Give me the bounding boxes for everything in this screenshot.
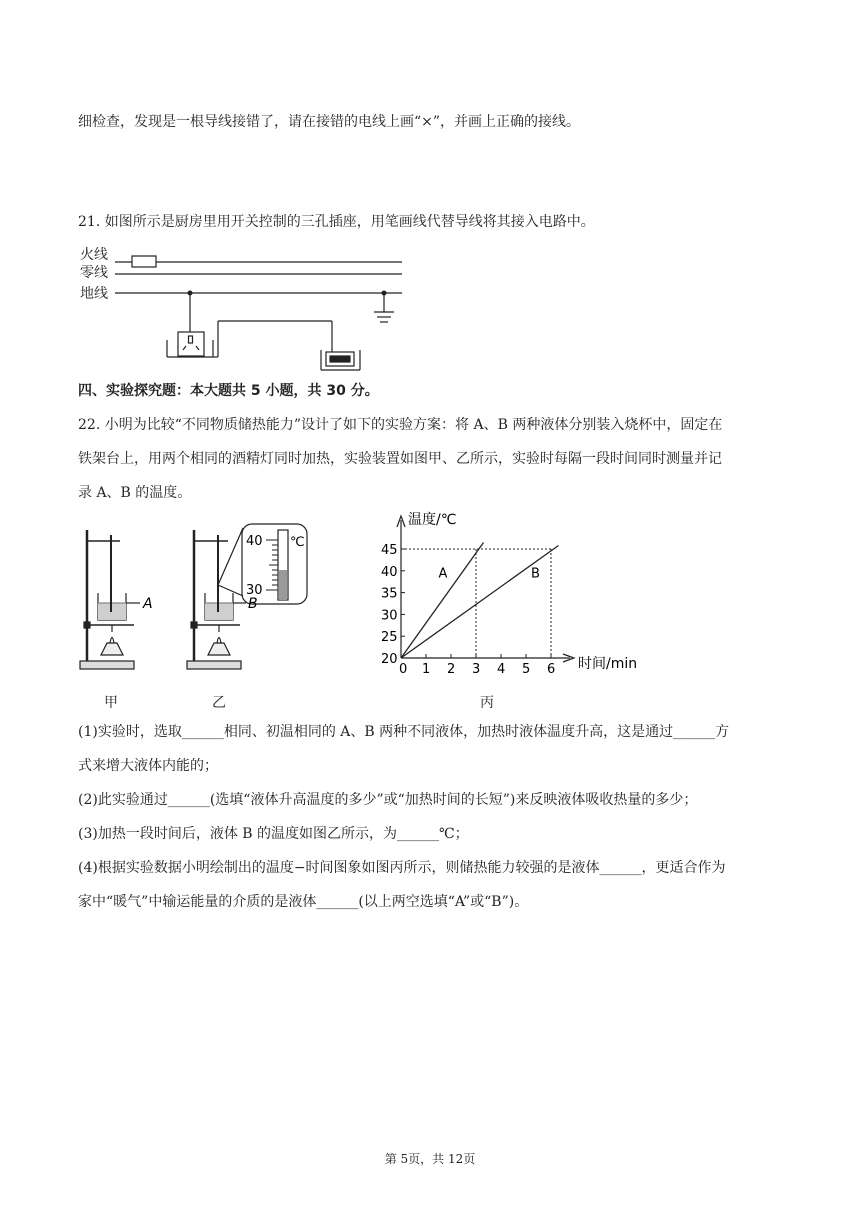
y-tick-label: 25 xyxy=(381,630,398,646)
x-tick-label: 3 xyxy=(472,662,481,677)
series-line-B xyxy=(401,546,559,658)
liquid-b-label: B xyxy=(248,596,258,612)
y-tick-label: 20 xyxy=(381,652,398,667)
sub-question-4-line-2: 家中“暖气”中输运能量的介质的是液体______(以上两空选填“A”或“B”)。 xyxy=(78,894,529,910)
series-label-A: A xyxy=(438,566,448,582)
neutral-wire-label: 零线 xyxy=(80,265,108,281)
chart-y-label: 温度/℃ xyxy=(408,512,457,528)
section-4-heading: 四、实验探究题：本大题共 5 小题，共 30 分。 xyxy=(78,383,379,399)
x-tick-label: 5 xyxy=(522,662,531,677)
sub-question-4-line-1: (4)根据实验数据小明绘制出的温度−时间图象如图丙所示，则储热能力较强的是液体______，更适合作为 xyxy=(78,860,726,876)
sub-question-1-line-1: (1)实验时，选取______相同、初温相同的 A、B 两种不同液体，加热时液体温度升高，这是通过______方 xyxy=(78,724,730,740)
sub-question-1-line-2: 式来增大液体内能的； xyxy=(78,758,218,774)
question-22-line-1: 22. 小明为比较“不同物质储热能力”设计了如下的实验方案：将 A、B 两种液体分别装入烧杯中，固定在 xyxy=(78,417,723,433)
thermo-tick-30: 30 xyxy=(246,583,263,598)
x-tick-label: 1 xyxy=(422,662,431,677)
x-tick-label: 0 xyxy=(399,662,408,677)
question-21: 21. 如图所示是厨房里用开关控制的三孔插座，用笔画线代替导线将其接入电路中。 xyxy=(78,214,595,230)
thermo-unit: ℃ xyxy=(290,535,305,550)
x-tick-label: 4 xyxy=(497,662,506,677)
x-tick-label: 6 xyxy=(547,662,556,677)
y-tick-label: 40 xyxy=(381,564,398,580)
series-line-A xyxy=(401,542,484,658)
question-22-line-2: 铁架台上，用两个相同的酒精灯同时加热，实验装置如图甲、乙所示，实验时每隔一段时间同时测量并记 xyxy=(78,451,722,467)
y-tick-label: 30 xyxy=(381,608,398,624)
figure-label-jia: 甲 xyxy=(104,695,118,711)
series-label-B: B xyxy=(531,566,540,582)
sub-question-3: (3)加热一段时间后，液体 B 的温度如图乙所示，为______℃； xyxy=(78,826,469,842)
y-tick-label: 35 xyxy=(381,586,398,602)
chart-x-label: 时间/min xyxy=(578,656,638,672)
question-22-line-3: 录 A、B 的温度。 xyxy=(78,485,192,501)
earth-wire-label: 地线 xyxy=(80,286,108,302)
x-tick-label: 2 xyxy=(447,662,456,677)
y-tick-label: 45 xyxy=(381,543,398,558)
text-line-1: 细检查，发现是一根导线接错了，请在接错的电线上画“×”，并画上正确的接线。 xyxy=(78,114,581,130)
live-wire-label: 火线 xyxy=(80,247,108,263)
sub-question-2: (2)此实验通过______(选填“液体升高温度的多少”或“加热时间的长短”)来反映液体吸收热量的多少； xyxy=(78,792,698,808)
thermo-tick-40: 40 xyxy=(246,534,263,549)
figure-label-bing: 丙 xyxy=(480,695,494,711)
liquid-a-label: A xyxy=(143,596,153,612)
page-footer: 第 5页，共 12页 xyxy=(384,1152,476,1166)
figure-label-yi: 乙 xyxy=(212,695,226,711)
